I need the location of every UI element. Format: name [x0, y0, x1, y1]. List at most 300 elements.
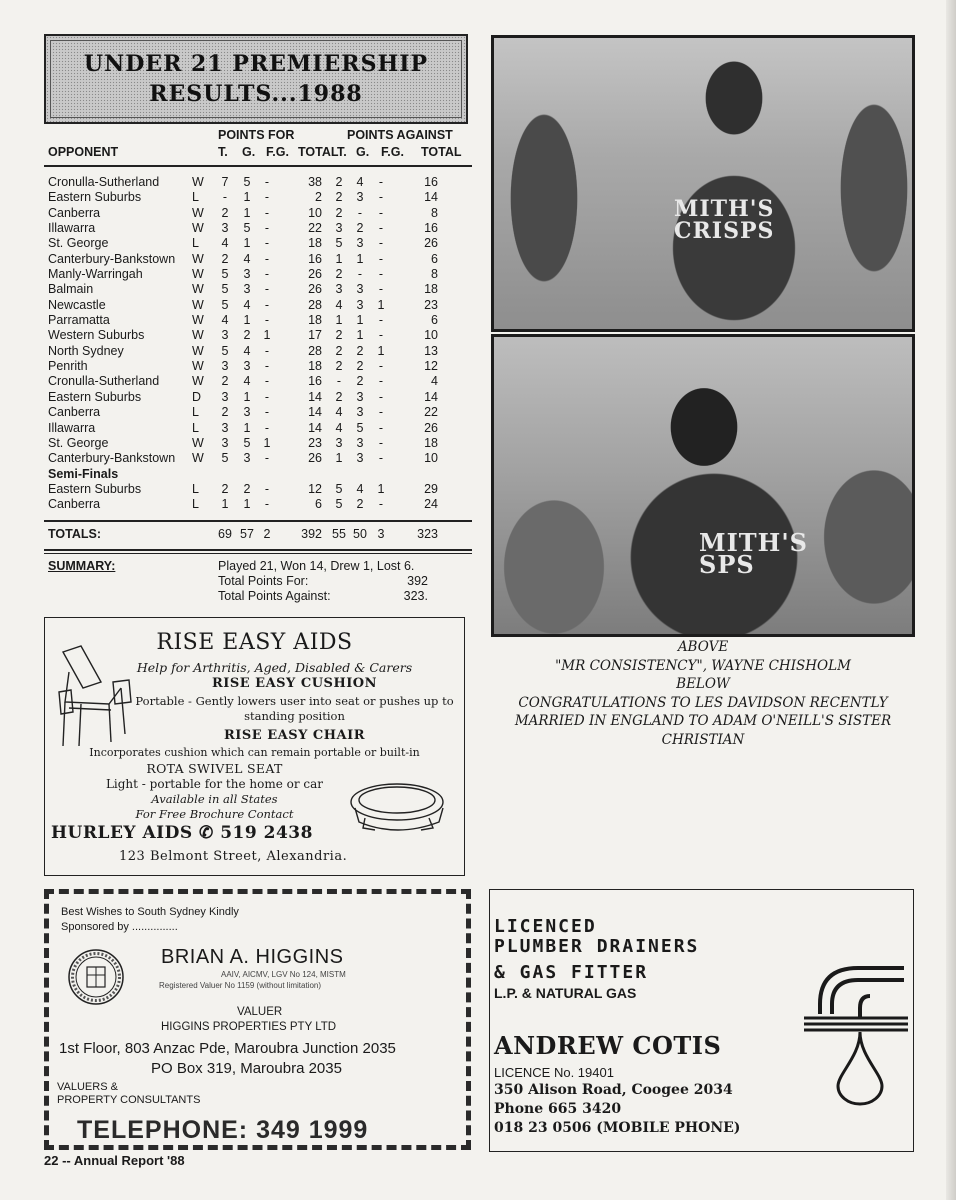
totals-row — [44, 527, 472, 545]
cell-at: 1 — [335, 251, 343, 266]
cell-at: 4 — [335, 405, 343, 420]
table-row — [44, 298, 472, 313]
cell-ag: 5 — [356, 420, 364, 435]
photo1-jersey-text: MITH'S CRISPS — [674, 196, 775, 244]
cell-afg: - — [378, 236, 384, 251]
cell-ag: - — [357, 267, 363, 282]
totals-label: TOTALS: — [48, 527, 102, 541]
cell-res: W — [192, 451, 204, 466]
cell-fg: - — [264, 451, 270, 466]
cell-opp: Canterbury-Bankstown — [48, 251, 176, 266]
cell-t: 3 — [221, 221, 229, 236]
cell-atot: 18 — [424, 435, 438, 450]
cell-res: W — [192, 343, 204, 358]
table-body — [44, 175, 472, 513]
cell-opp: Western Suburbs — [48, 328, 145, 343]
col-total-against: TOTAL — [421, 145, 462, 159]
cell-t: 5 — [221, 297, 229, 312]
cell-atot: 10 — [424, 451, 438, 466]
cell-res: W — [192, 221, 204, 236]
cell-ag: - — [357, 205, 363, 220]
totals-afg: 3 — [377, 527, 385, 541]
col-g: G. — [242, 145, 256, 159]
cell-tot: 6 — [315, 497, 322, 512]
cell-atot: 6 — [431, 251, 438, 266]
cell-opp: Canberra — [48, 205, 101, 220]
cell-res: W — [192, 435, 204, 450]
cell-opp: Penrith — [48, 359, 88, 374]
cell-res: L — [192, 236, 199, 251]
totals-total-for: 392 — [301, 527, 322, 541]
cell-t: 7 — [221, 175, 229, 189]
table-row — [44, 282, 472, 297]
cell-tot: 16 — [308, 251, 322, 266]
cell-tot: 17 — [308, 328, 322, 343]
cell-res: W — [192, 374, 204, 389]
group-points-against: POINTS AGAINST — [347, 128, 453, 142]
header-rule — [44, 165, 472, 167]
rise-product-chair-desc: Incorporates cushion which can remain portable or built-in — [89, 746, 420, 759]
photo-wayne-chisholm — [491, 35, 915, 332]
totals-at: 55 — [332, 527, 346, 541]
valuer-seal-icon — [67, 948, 125, 1006]
cell-at: 3 — [335, 221, 343, 236]
semi-finals-heading — [44, 467, 472, 482]
rise-title: RISE EASY AIDS — [156, 630, 353, 655]
cell-t: 3 — [221, 420, 229, 435]
cell-tot: 28 — [308, 297, 322, 312]
cell-t: - — [222, 190, 228, 205]
cell-ag: 3 — [356, 435, 364, 450]
cell-g: 3 — [243, 451, 251, 466]
cell-fg: - — [264, 343, 270, 358]
col-fg2: F.G. — [381, 145, 404, 159]
table-row — [44, 313, 472, 328]
table-row — [44, 374, 472, 389]
totals-t: 69 — [218, 527, 232, 541]
plumber-mobile: 018 23 0506 (MOBILE PHONE) — [494, 1120, 741, 1136]
cell-ag: 2 — [356, 497, 364, 512]
cell-tot: 18 — [308, 359, 322, 374]
cell-ag: 4 — [356, 481, 364, 496]
cell-tot: 26 — [308, 451, 322, 466]
cell-opp: Manly-Warringah — [48, 267, 143, 282]
cell-opp: Canberra — [48, 405, 101, 420]
cell-t: 2 — [221, 481, 229, 496]
caption-below: BELOW — [676, 676, 730, 693]
cell-afg: 1 — [377, 297, 385, 312]
cell-afg: - — [378, 205, 384, 220]
cell-at: 1 — [335, 313, 343, 328]
cell-tot: 14 — [308, 389, 322, 404]
rise-product-chair: RISE EASY CHAIR — [224, 728, 365, 743]
rise-tagline: Help for Arthritis, Aged, Disabled & Carers — [136, 660, 413, 675]
plumber-line-4: L.P. & NATURAL GAS — [494, 985, 637, 1001]
page-title — [84, 49, 428, 109]
higgins-quals: AAIV, AICMV, LGV No 124, MISTM — [221, 970, 346, 979]
cell-res: L — [192, 405, 199, 420]
cell-t: 4 — [221, 236, 229, 251]
cell-opp: Eastern Suburbs — [48, 389, 142, 404]
semi-finals-label: Semi-Finals — [48, 466, 119, 481]
cell-afg: - — [378, 359, 384, 374]
cell-fg: - — [264, 205, 270, 220]
cell-fg: - — [264, 481, 270, 496]
cell-t: 3 — [221, 435, 229, 450]
cell-afg: - — [378, 405, 384, 420]
cell-g: 3 — [243, 405, 251, 420]
cell-ag: 2 — [356, 343, 364, 358]
cell-at: 3 — [335, 435, 343, 450]
cell-ag: 2 — [356, 374, 364, 389]
cell-atot: 6 — [431, 313, 438, 328]
table-row — [44, 482, 472, 497]
cell-opp: North Sydney — [48, 343, 124, 358]
cell-atot: 26 — [424, 420, 438, 435]
cell-ag: 3 — [356, 405, 364, 420]
cell-g: 4 — [243, 343, 251, 358]
cell-res: W — [192, 328, 204, 343]
cell-ag: 4 — [356, 175, 364, 189]
table-row — [44, 236, 472, 251]
cell-res: W — [192, 359, 204, 374]
cell-at: 5 — [335, 497, 343, 512]
cell-at: 4 — [335, 297, 343, 312]
cell-tot: 14 — [308, 405, 322, 420]
higgins-sponsored: Sponsored by ............... — [61, 921, 178, 933]
cell-ag: 1 — [356, 328, 364, 343]
cell-atot: 18 — [424, 282, 438, 297]
summary-against-label: Total Points Against: — [218, 589, 331, 603]
cell-g: 2 — [243, 481, 251, 496]
table-row — [44, 405, 472, 420]
summary-record: Played 21, Won 14, Drew 1, Lost 6. — [218, 559, 415, 573]
cell-fg: - — [264, 389, 270, 404]
higgins-telephone: TELEPHONE: 349 1999 — [77, 1116, 369, 1144]
cell-atot: 23 — [424, 297, 438, 312]
cell-g: 5 — [243, 435, 251, 450]
higgins-role-1: VALUERS & — [57, 1081, 118, 1093]
cell-afg: - — [378, 328, 384, 343]
photo-caption — [491, 638, 915, 750]
cell-tot: 14 — [308, 420, 322, 435]
cell-t: 2 — [221, 405, 229, 420]
cell-res: L — [192, 190, 199, 205]
totals-g: 57 — [240, 527, 254, 541]
higgins-role-2: PROPERTY CONSULTANTS — [57, 1094, 201, 1106]
cell-afg: - — [378, 389, 384, 404]
table-row — [44, 359, 472, 374]
chair-illustration-icon — [51, 642, 133, 752]
cell-g: 1 — [243, 313, 251, 328]
cell-at: 2 — [335, 343, 343, 358]
cell-tot: 18 — [308, 313, 322, 328]
cell-fg: - — [264, 497, 270, 512]
cell-opp: Newcastle — [48, 297, 106, 312]
cell-tot: 16 — [308, 374, 322, 389]
cell-g: 2 — [243, 328, 251, 343]
cell-atot: 14 — [424, 389, 438, 404]
cell-afg: 1 — [377, 343, 385, 358]
table-row — [44, 267, 472, 282]
cell-g: 4 — [243, 251, 251, 266]
rise-product-cushion: RISE EASY CUSHION — [211, 676, 378, 691]
cell-opp: St. George — [48, 435, 109, 450]
cell-afg: - — [378, 374, 384, 389]
cell-opp: Cronulla-Sutherland — [48, 374, 160, 389]
caption-line-1: "MR CONSISTENCY", WAYNE CHISHOLM — [555, 657, 851, 674]
cell-tot: 28 — [308, 343, 322, 358]
cell-at: - — [336, 374, 342, 389]
higgins-name: BRIAN A. HIGGINS — [161, 946, 344, 968]
cell-t: 2 — [221, 205, 229, 220]
cell-g: 4 — [243, 374, 251, 389]
cell-g: 3 — [243, 267, 251, 282]
cell-at: 3 — [335, 282, 343, 297]
cell-at: 2 — [335, 267, 343, 282]
cell-atot: 8 — [431, 267, 438, 282]
higgins-address-2: PO Box 319, Maroubra 2035 — [151, 1060, 342, 1077]
cell-tot: 12 — [308, 481, 322, 496]
cell-fg: - — [264, 175, 270, 189]
cell-opp: Illawarra — [48, 221, 96, 236]
cell-fg: - — [264, 374, 270, 389]
cell-t: 3 — [221, 389, 229, 404]
cell-atot: 24 — [424, 497, 438, 512]
plumber-line-3: & GAS FITTER — [494, 962, 649, 983]
table-row — [44, 497, 472, 512]
cell-ag: 1 — [356, 251, 364, 266]
cell-opp: Illawarra — [48, 420, 96, 435]
cell-g: 1 — [243, 420, 251, 435]
photo-les-davidson — [491, 334, 915, 637]
cell-at: 2 — [335, 359, 343, 374]
group-points-for: POINTS FOR — [218, 128, 295, 142]
cell-t: 2 — [221, 251, 229, 266]
table-row — [44, 451, 472, 466]
higgins-wishes: Best Wishes to South Sydney Kindly — [61, 906, 239, 918]
summary-for-label: Total Points For: — [218, 574, 309, 588]
cell-ag: 3 — [356, 190, 364, 205]
higgins-company: HIGGINS PROPERTIES PTY LTD — [161, 1021, 337, 1033]
cell-g: 4 — [243, 297, 251, 312]
title-line-1: UNDER 21 PREMIERSHIP — [83, 51, 429, 77]
col-fg: F.G. — [266, 145, 289, 159]
cell-res: D — [192, 389, 202, 404]
cell-fg: - — [264, 282, 270, 297]
cell-afg: 1 — [377, 481, 385, 496]
cell-atot: 10 — [424, 328, 438, 343]
cell-at: 2 — [335, 175, 343, 189]
cell-tot: 38 — [308, 175, 322, 189]
cell-fg: - — [264, 267, 270, 282]
cell-fg: 1 — [263, 435, 271, 450]
rise-availability: Available in all States — [151, 792, 278, 806]
title-line-2: RESULTS...1988 — [149, 81, 363, 107]
cell-tot: 22 — [308, 221, 322, 236]
ad-brian-higgins — [44, 889, 471, 1150]
table-row — [44, 175, 472, 190]
cell-res: W — [192, 282, 204, 297]
cell-atot: 4 — [431, 374, 438, 389]
title-box — [44, 34, 468, 124]
cell-ag: 1 — [356, 313, 364, 328]
cell-g: 5 — [243, 175, 251, 189]
plumber-line-1: LICENCED — [494, 916, 597, 937]
caption-above: ABOVE — [677, 639, 729, 655]
plumber-phone: Phone 665 3420 — [494, 1101, 622, 1117]
cell-g: 1 — [243, 205, 251, 220]
cell-opp: Canberra — [48, 497, 101, 512]
cell-fg: - — [264, 420, 270, 435]
cell-atot: 16 — [424, 221, 438, 236]
cell-t: 3 — [221, 359, 229, 374]
cell-ag: 3 — [356, 282, 364, 297]
cell-opp: Balmain — [48, 282, 94, 297]
cell-atot: 8 — [431, 205, 438, 220]
table-column-header — [44, 145, 472, 161]
cell-ag: 2 — [356, 221, 364, 236]
table-row — [44, 344, 472, 359]
cell-res: W — [192, 267, 204, 282]
cell-res: L — [192, 481, 199, 496]
page-footer: 22 -- Annual Report '88 — [44, 1153, 185, 1168]
totals-rule-top — [44, 520, 472, 522]
higgins-valuer: VALUER — [237, 1006, 283, 1018]
cell-afg: - — [378, 221, 384, 236]
cell-atot: 29 — [424, 481, 438, 496]
cell-atot: 26 — [424, 236, 438, 251]
cell-opp: Parramatta — [48, 313, 110, 328]
cell-atot: 22 — [424, 405, 438, 420]
rise-product-swivel-desc: Light - portable for the home or car — [105, 777, 324, 791]
rise-product-cushion-desc: Portable - Gently lowers user into seat or pushes up to standing position — [135, 694, 454, 723]
totals-ag: 50 — [353, 527, 367, 541]
cell-tot: 18 — [308, 236, 322, 251]
cell-fg: - — [264, 221, 270, 236]
cell-tot: 26 — [308, 282, 322, 297]
cell-t: 5 — [221, 451, 229, 466]
cell-g: 3 — [243, 282, 251, 297]
cell-fg: - — [264, 313, 270, 328]
cell-at: 5 — [335, 481, 343, 496]
col-t2: T. — [337, 145, 347, 159]
cell-res: W — [192, 175, 204, 189]
plumber-line-2: PLUMBER DRAINERS — [494, 936, 700, 957]
cell-res: W — [192, 205, 204, 220]
cell-g: 3 — [243, 359, 251, 374]
cell-atot: 14 — [424, 190, 438, 205]
page-edge — [946, 0, 956, 1200]
cell-g: 1 — [243, 389, 251, 404]
cell-atot: 16 — [424, 175, 438, 189]
cell-ag: 3 — [356, 297, 364, 312]
higgins-registered: Registered Valuer No 1159 (without limitation) — [159, 981, 322, 990]
rise-product-swivel: ROTA SWIVEL SEAT — [146, 761, 283, 776]
cell-atot: 13 — [424, 343, 438, 358]
summary-for-value: 392 — [407, 574, 428, 588]
cell-res: W — [192, 313, 204, 328]
table-group-header — [44, 128, 472, 144]
cell-fg: - — [264, 236, 270, 251]
summary-label: SUMMARY: — [48, 559, 116, 573]
cell-opp: Canterbury-Bankstown — [48, 451, 176, 466]
table-row — [44, 190, 472, 205]
cell-afg: - — [378, 282, 384, 297]
plumber-address: 350 Alison Road, Coogee 2034 — [494, 1082, 733, 1098]
cell-afg: - — [378, 267, 384, 282]
cell-opp: Cronulla-Sutherland — [48, 175, 160, 189]
col-opponent: OPPONENT — [48, 145, 119, 159]
cell-g: 1 — [243, 236, 251, 251]
cell-atot: 12 — [424, 359, 438, 374]
cell-t: 5 — [221, 343, 229, 358]
cell-at: 5 — [335, 236, 343, 251]
cell-tot: 23 — [308, 435, 322, 450]
cell-res: W — [192, 297, 204, 312]
cell-t: 5 — [221, 282, 229, 297]
ad-andrew-cotis — [489, 889, 914, 1152]
table-row — [44, 421, 472, 436]
cell-opp: St. George — [48, 236, 109, 251]
cell-afg: - — [378, 420, 384, 435]
cell-t: 5 — [221, 267, 229, 282]
higgins-address-1: 1st Floor, 803 Anzac Pde, Maroubra Junction 2035 — [59, 1040, 396, 1057]
totals-total-against: 323 — [417, 527, 438, 541]
table-row — [44, 390, 472, 405]
cell-afg: - — [378, 251, 384, 266]
cell-ag: 2 — [356, 359, 364, 374]
cell-afg: - — [378, 190, 384, 205]
table-row — [44, 206, 472, 221]
cell-g: 1 — [243, 497, 251, 512]
cell-res: W — [192, 251, 204, 266]
pipe-drip-logo-icon — [804, 956, 910, 1106]
plumber-name: ANDREW COTIS — [494, 1031, 722, 1060]
cell-t: 4 — [221, 313, 229, 328]
cell-afg: - — [378, 313, 384, 328]
cell-at: 2 — [335, 328, 343, 343]
table-row — [44, 436, 472, 451]
cell-fg: - — [264, 297, 270, 312]
caption-line-3: MARRIED IN ENGLAND TO ADAM O'NEILL'S SISTER — [514, 713, 892, 730]
cell-g: 1 — [243, 190, 251, 205]
col-t: T. — [218, 145, 228, 159]
cell-at: 2 — [335, 190, 343, 205]
cell-afg: - — [378, 497, 384, 512]
plumber-licence: LICENCE No. 19401 — [494, 1065, 614, 1080]
cell-at: 4 — [335, 420, 343, 435]
cell-afg: - — [378, 451, 384, 466]
cell-at: 1 — [335, 451, 343, 466]
rise-company-phone: HURLEY AIDS ✆ 519 2438 — [51, 823, 313, 843]
table-row — [44, 328, 472, 343]
cell-afg: - — [378, 435, 384, 450]
cell-res: L — [192, 497, 199, 512]
cell-fg: - — [264, 359, 270, 374]
cell-opp: Eastern Suburbs — [48, 481, 142, 496]
cell-fg: 1 — [263, 328, 271, 343]
summary-against-value: 323. — [403, 589, 428, 603]
photo2-jersey-text: MITH'S SPS — [699, 528, 809, 579]
ad-rise-easy-aids — [44, 617, 465, 876]
cell-t: 3 — [221, 328, 229, 343]
cell-fg: - — [264, 190, 270, 205]
cell-tot: 26 — [308, 267, 322, 282]
cell-tot: 10 — [308, 205, 322, 220]
table-row — [44, 221, 472, 236]
caption-line-4: CHRISTIAN — [661, 731, 745, 748]
